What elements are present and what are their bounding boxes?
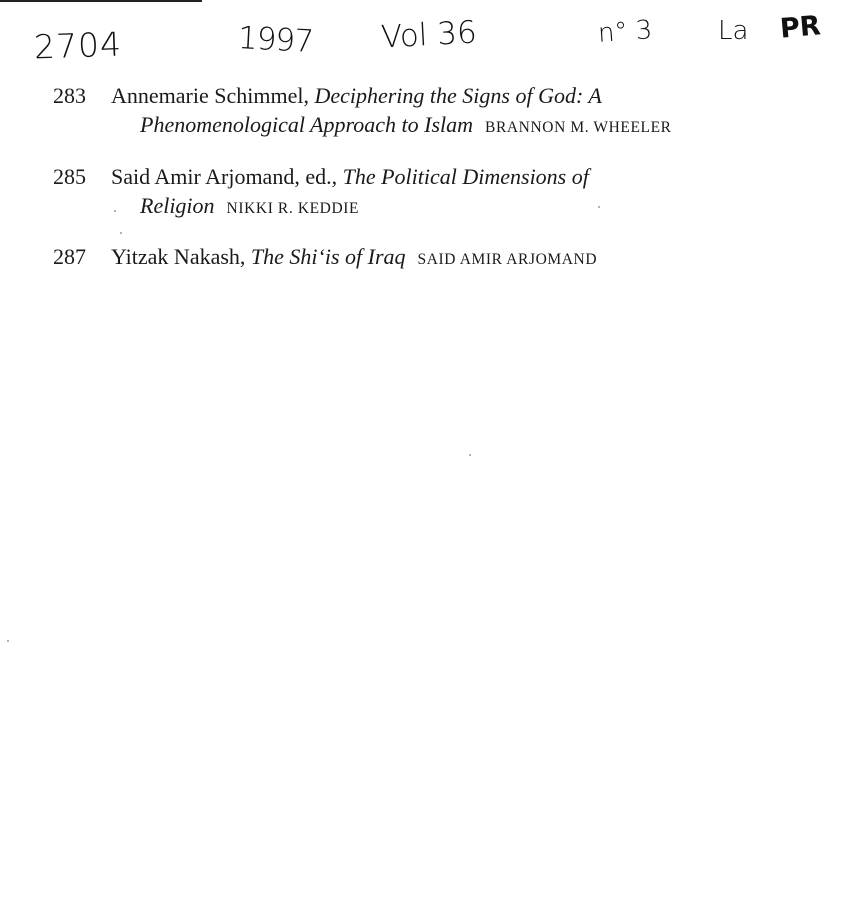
hw-ref-number: 2704 xyxy=(33,24,123,67)
entry-line xyxy=(111,244,597,273)
book-author: Annemarie Schimmel, xyxy=(111,83,315,108)
entry-line xyxy=(111,164,589,190)
hw-initials: PR xyxy=(778,10,822,45)
top-rule xyxy=(0,0,202,2)
page-number: 287 xyxy=(53,244,86,269)
book-title: The Shi‘is of Iraq xyxy=(250,244,406,269)
hw-year: 1997 xyxy=(237,20,314,60)
page-number: 283 xyxy=(53,83,86,108)
scan-speck xyxy=(469,454,471,456)
reviewer-name: SAID AMIR ARJOMAND xyxy=(417,251,598,268)
book-author: Yitzak Nakash, xyxy=(111,244,251,269)
scan-speck xyxy=(114,210,116,212)
hw-volume: Vol 36 xyxy=(380,14,478,56)
scan-speck xyxy=(598,206,600,208)
book-title-cont: Religion xyxy=(140,193,215,218)
entry-line xyxy=(111,83,602,109)
book-title: The Political Dimensions of xyxy=(342,164,589,189)
reviewer-name: BRANNON M. WHEELER xyxy=(485,119,672,136)
entry-line xyxy=(140,112,672,141)
book-title: Deciphering the Signs of God: A xyxy=(314,83,602,108)
book-author: Said Amir Arjomand, ed., xyxy=(111,164,343,189)
page-number: 285 xyxy=(53,164,86,189)
reviewer-name: NIKKI R. KEDDIE xyxy=(226,200,360,217)
hw-issue: n° 3 xyxy=(597,15,654,49)
hw-lang: La xyxy=(718,16,749,46)
scan-speck xyxy=(120,232,122,234)
scan-speck xyxy=(7,640,9,642)
entry-line xyxy=(140,193,359,222)
book-title-cont: Phenomenological Approach to Islam xyxy=(140,112,474,137)
